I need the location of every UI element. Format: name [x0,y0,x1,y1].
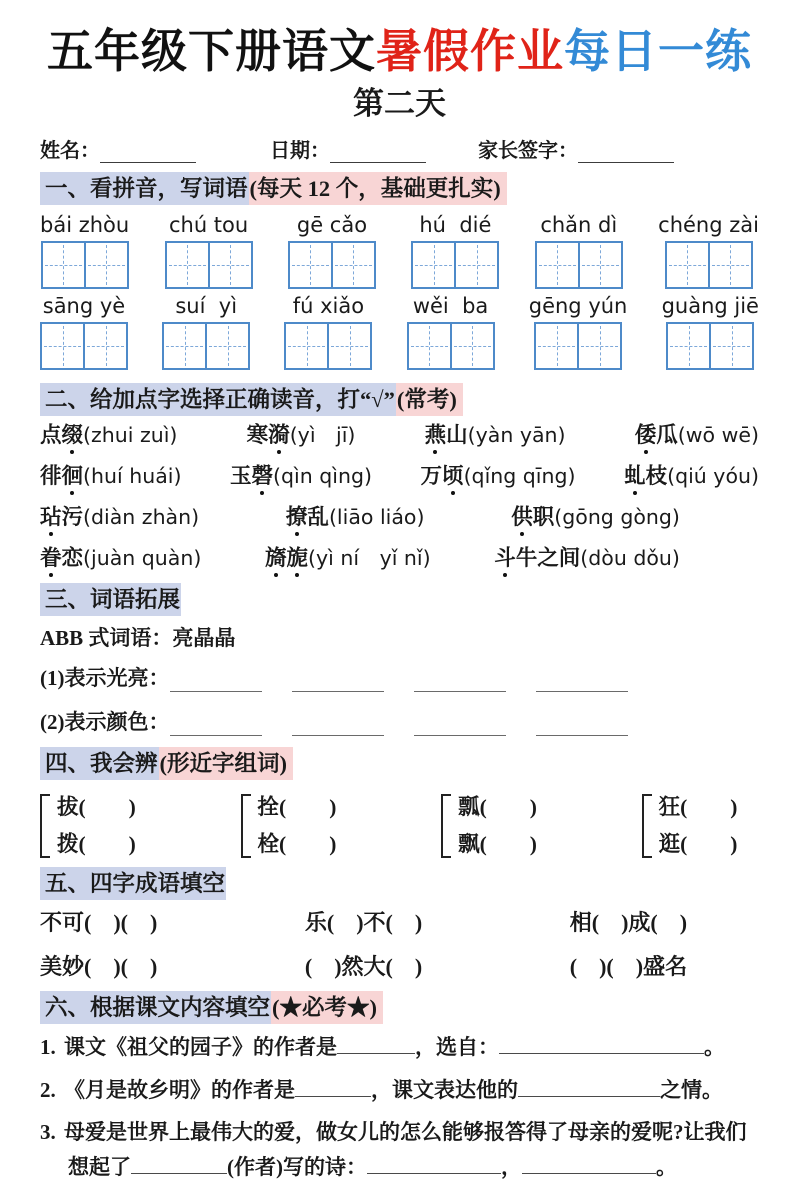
dotted-char: 缀 [62,422,84,450]
answer-blank-line [170,669,262,692]
bracket-shape [642,794,652,858]
dotted-word [40,423,83,447]
reading-choice-item [494,545,680,573]
character-pair-column [57,794,136,858]
word-prefix: 玉 [230,464,252,489]
writing-grid-cell [286,324,327,368]
answer-blank-line [131,1151,227,1174]
date-label: 日期： [270,140,330,163]
pinyin-label: wěi ba [412,293,489,318]
text-fill-section [40,1030,759,1185]
answer-blank-line [518,1074,660,1097]
expansion-label: (2)表示颜色： [40,710,170,734]
writing-grid [284,322,372,370]
reading-choice-item [421,463,576,491]
reading-choice-row [40,463,759,491]
idiom-item: 美妙( )( ) [40,954,158,979]
idiom-item: 不可( )( ) [40,910,158,935]
item-text: 之情。 [660,1077,723,1102]
item-text: 《月是故乡明》的作者是 [64,1077,295,1102]
item-text: ，选自： [415,1035,499,1060]
writing-grid-cell [327,324,370,368]
name-label: 姓名： [40,140,100,163]
word-expansion-line [40,662,759,692]
writing-grid-cell [667,243,708,287]
writing-grid [165,241,253,289]
date-blank-line [330,141,426,163]
dotted-word [624,464,667,488]
pinyin-options: (juàn quàn) [83,545,202,570]
dotted-char: 眷 [40,545,62,573]
idiom-row [40,906,687,937]
dotted-char: 旖 [265,545,287,573]
item-number: 3. [40,1120,56,1145]
writing-grid-cell [43,243,84,287]
dotted-word [247,423,290,447]
word-prefix: 万 [420,464,443,489]
pair-top-line: 拔( ) [57,795,136,820]
writing-grid-cell [578,243,621,287]
section2-heading [40,386,759,414]
pinyin-grid-column [411,212,499,289]
idiom-fill-section [40,906,759,981]
name-field-group [40,134,196,163]
expansion-label: (1)表示光亮： [40,666,170,690]
reading-choice-item [286,504,425,532]
reading-choice-item [425,422,566,450]
word-suffix: 乱 [307,505,329,529]
answer-blank-line [170,713,262,736]
pinyin-grid-column [40,212,129,289]
pinyin-grid-column [407,293,495,370]
pinyin-options: (huí huái) [83,464,182,489]
idiom-item: ( )然大( ) [304,954,423,979]
pair-top-line: 拴( ) [257,795,337,820]
reading-choice-item [230,463,372,491]
character-pair-column [458,794,537,858]
dotted-char: 磬 [252,463,274,491]
pinyin-label: suí yì [175,293,238,318]
section4-heading [40,750,759,778]
writing-grid-cell [409,324,450,368]
section2-heading-note: (常考) [396,383,463,416]
dotted-char: 顷 [442,463,464,491]
idiom-item: 乐( )不( ) [304,910,423,935]
pinyin-label: guàng jiē [661,293,759,318]
pinyin-options: (yàn yān) [467,423,566,448]
answer-blank-line [367,1151,501,1174]
item-text: 。 [656,1155,677,1180]
section1-heading [40,175,759,203]
dotted-word [511,505,554,529]
reading-choice-item [635,422,759,450]
signature-field-group [478,134,674,163]
word-expansion-line [40,706,759,736]
writing-grid [288,241,376,289]
dotted-word [635,423,678,447]
dotted-char: 撩 [286,504,308,532]
pinyin-options: (gōng gòng) [554,505,680,529]
writing-grid-cell [537,243,578,287]
dotted-word [40,505,83,529]
pinyin-grid-column [658,212,759,289]
answer-blank-line [414,713,506,736]
section6-heading-note: (★必考★) [271,991,383,1024]
pinyin-label: sāng yè [42,293,126,318]
pinyin-options: (yì jī) [289,423,356,448]
pinyin-grid-column [40,293,128,370]
pinyin-grid-column [535,212,623,289]
word-prefix: 寒 [246,423,269,448]
dotted-word [421,464,464,488]
writing-grid [41,241,129,289]
pinyin-label: fú xiǎo [292,293,365,318]
info-row [40,134,759,163]
section5-heading [40,870,759,898]
answer-blank-line [536,669,628,692]
dotted-char: 供 [511,504,533,532]
pinyin-options: (qìn qìng) [273,464,372,489]
word-suffix: 职 [532,505,555,529]
writing-grid [407,322,495,370]
dotted-char: 玷 [40,504,62,532]
pinyin-label: hú dié [419,212,492,237]
pair-bottom-line: 栓( ) [257,832,337,856]
dotted-word [40,546,83,570]
answer-blank-line [414,669,506,692]
pinyin-label: bái zhòu [40,212,130,237]
section6-heading [40,994,759,1022]
dotted-char: 虬 [624,463,646,491]
section4-heading-note: (形近字组词) [159,747,294,780]
answer-blank-line [337,1031,415,1054]
dotted-word [40,464,83,488]
character-pair [642,794,738,858]
reading-choice-item [265,545,431,573]
answer-blank-line [499,1031,704,1054]
bracket-shape [241,794,251,858]
writing-grid [534,322,622,370]
word-expansion-section [40,662,759,736]
lookalike-characters-section [40,794,737,858]
pair-top-line: 狂( ) [658,795,738,820]
pinyin-grid-column [288,212,376,289]
writing-grid-cell [536,324,577,368]
pair-top-line: 瓢( ) [458,795,537,820]
pinyin-options: (yì ní yǐ nǐ) [308,545,431,570]
writing-grid-cell [708,243,751,287]
section3-heading-main: 三、词语拓展 [40,583,181,616]
word-suffix: 枝 [645,464,668,489]
pinyin-grid-row [40,212,759,289]
section4-heading-main: 四、我会辨 [40,747,159,780]
reading-choice-section [40,422,759,573]
word-prefix: 徘 [40,464,62,489]
writing-grid [665,241,753,289]
writing-grid-cell [413,243,454,287]
word-prefix: 点 [40,423,62,448]
writing-grid-cell [42,324,83,368]
answer-blank-line [522,1151,656,1174]
section2-heading-main: 二、给加点字选择正确读音，打“√” [40,383,396,416]
writing-grid [40,322,128,370]
writing-grid-cell [167,243,208,287]
signature-label: 家长签字： [478,140,578,163]
abb-example-line: ABB 式词语：亮晶晶 [40,626,236,650]
character-pair [40,794,136,858]
pinyin-label: chéng zài [658,212,759,237]
pinyin-options: (qiú yóu) [667,464,759,489]
section3-heading [40,586,759,614]
pinyin-options: (dòu dǒu) [580,545,680,570]
dotted-word [425,423,468,447]
date-field-group [270,134,426,163]
pinyin-options: (liāo liáo) [328,505,425,529]
dotted-word [230,464,273,488]
name-blank-line [100,141,196,163]
writing-grid [535,241,623,289]
page-title [40,24,759,79]
pinyin-writing-section [40,212,759,371]
item-number: 1. [40,1035,56,1060]
word-suffix: 瓜 [656,423,678,448]
writing-grid-cell [164,324,205,368]
reading-choice-row [40,422,759,450]
bracket-shape [441,794,451,858]
text-fill-item [40,1073,759,1108]
writing-grid-cell [709,324,752,368]
item-text: 母爱是世界上最伟大的爱，做女儿的怎么能够报答得了母亲的爱呢?让我们想起了 [64,1120,747,1180]
reading-choice-item [40,504,199,532]
dotted-char: 旎 [287,545,309,573]
reading-choice-item [511,504,680,532]
reading-choice-item [40,463,181,491]
dotted-char: 倭 [635,422,657,450]
word-suffix: 污 [61,505,84,529]
writing-grid-cell [454,243,497,287]
answer-blank-line [292,713,384,736]
character-pair [241,794,337,858]
bracket-shape [40,794,50,858]
reading-choice-item [247,422,356,450]
pinyin-grid-column [662,293,759,370]
idiom-item: 相( )成( ) [569,910,688,935]
pinyin-grid-column [529,293,628,370]
character-pair-column [258,794,337,858]
dotted-char: 燕 [425,422,447,450]
dotted-char: 斗 [494,545,516,573]
writing-grid-cell [331,243,374,287]
section6-heading-main: 六、根据课文内容填空 [40,991,271,1024]
item-number: 2. [40,1077,56,1102]
dotted-word [265,546,308,570]
pinyin-options: (qǐng qīng) [463,464,576,489]
writing-grid-cell [205,324,248,368]
item-text: (作者)写的诗： [227,1155,367,1180]
writing-grid-cell [208,243,251,287]
word-suffix: 恋 [61,545,84,570]
dotted-word [494,546,580,570]
day-heading: 第二天 [353,86,446,122]
reading-choice-item [40,422,177,450]
signature-blank-line [578,141,674,163]
writing-grid [666,322,754,370]
pinyin-grid-column [162,293,250,370]
word-suffix: 山 [446,423,468,448]
idiom-item: ( )( )盛名 [569,954,688,979]
pinyin-grid-column [284,293,372,370]
pinyin-label: chú tou [168,212,249,237]
title-segment: 每日一练 [564,25,752,77]
answer-blank-line [292,669,384,692]
writing-grid-cell [577,324,620,368]
writing-grid-cell [290,243,331,287]
dotted-char: 徊 [62,463,84,491]
item-text: ， [501,1155,522,1180]
section1-heading-note: (每天 12 个，基础更扎实) [249,172,507,205]
pinyin-options: (wō wē) [677,423,759,448]
pair-bottom-line: 逛( ) [658,832,738,856]
word-suffix: 牛之间 [515,545,581,570]
pair-bottom-line: 飘( ) [458,832,537,856]
reading-choice-item [40,545,201,573]
writing-grid [411,241,499,289]
pinyin-grid-column [165,212,253,289]
text-fill-item [40,1030,759,1065]
writing-grid-cell [84,243,127,287]
answer-blank-line [536,713,628,736]
section1-heading-main: 一、看拼音，写词语 [40,172,249,205]
writing-grid-cell [83,324,126,368]
dotted-char: 漪 [268,422,290,450]
character-pair-column [659,794,738,858]
pair-bottom-line: 拨( ) [57,832,136,856]
reading-choice-item [624,463,759,491]
title-segment: 暑假作业 [376,25,564,77]
pinyin-label: gēng yún [528,293,628,318]
text-fill-item [40,1115,759,1184]
writing-grid-cell [450,324,493,368]
pinyin-options: (zhui zuì) [83,423,178,448]
title-segment: 五年级下册语文 [47,25,376,77]
writing-grid-cell [668,324,709,368]
character-pair [441,794,537,858]
item-text: 。 [704,1035,725,1060]
reading-choice-row [40,545,680,573]
item-text: ，课文表达他的 [371,1077,518,1102]
item-text: 课文《祖父的园子》的作者是 [64,1035,337,1060]
pinyin-label: chǎn dì [540,212,618,237]
section5-heading-main: 五、四字成语填空 [40,867,226,900]
dotted-word [286,505,329,529]
idiom-row [40,950,687,981]
reading-choice-row [40,504,680,532]
pinyin-options: (diàn zhàn) [83,505,200,529]
pinyin-label: gē cǎo [296,212,368,237]
answer-blank-line [295,1074,371,1097]
writing-grid [162,322,250,370]
pinyin-grid-row [40,293,759,370]
